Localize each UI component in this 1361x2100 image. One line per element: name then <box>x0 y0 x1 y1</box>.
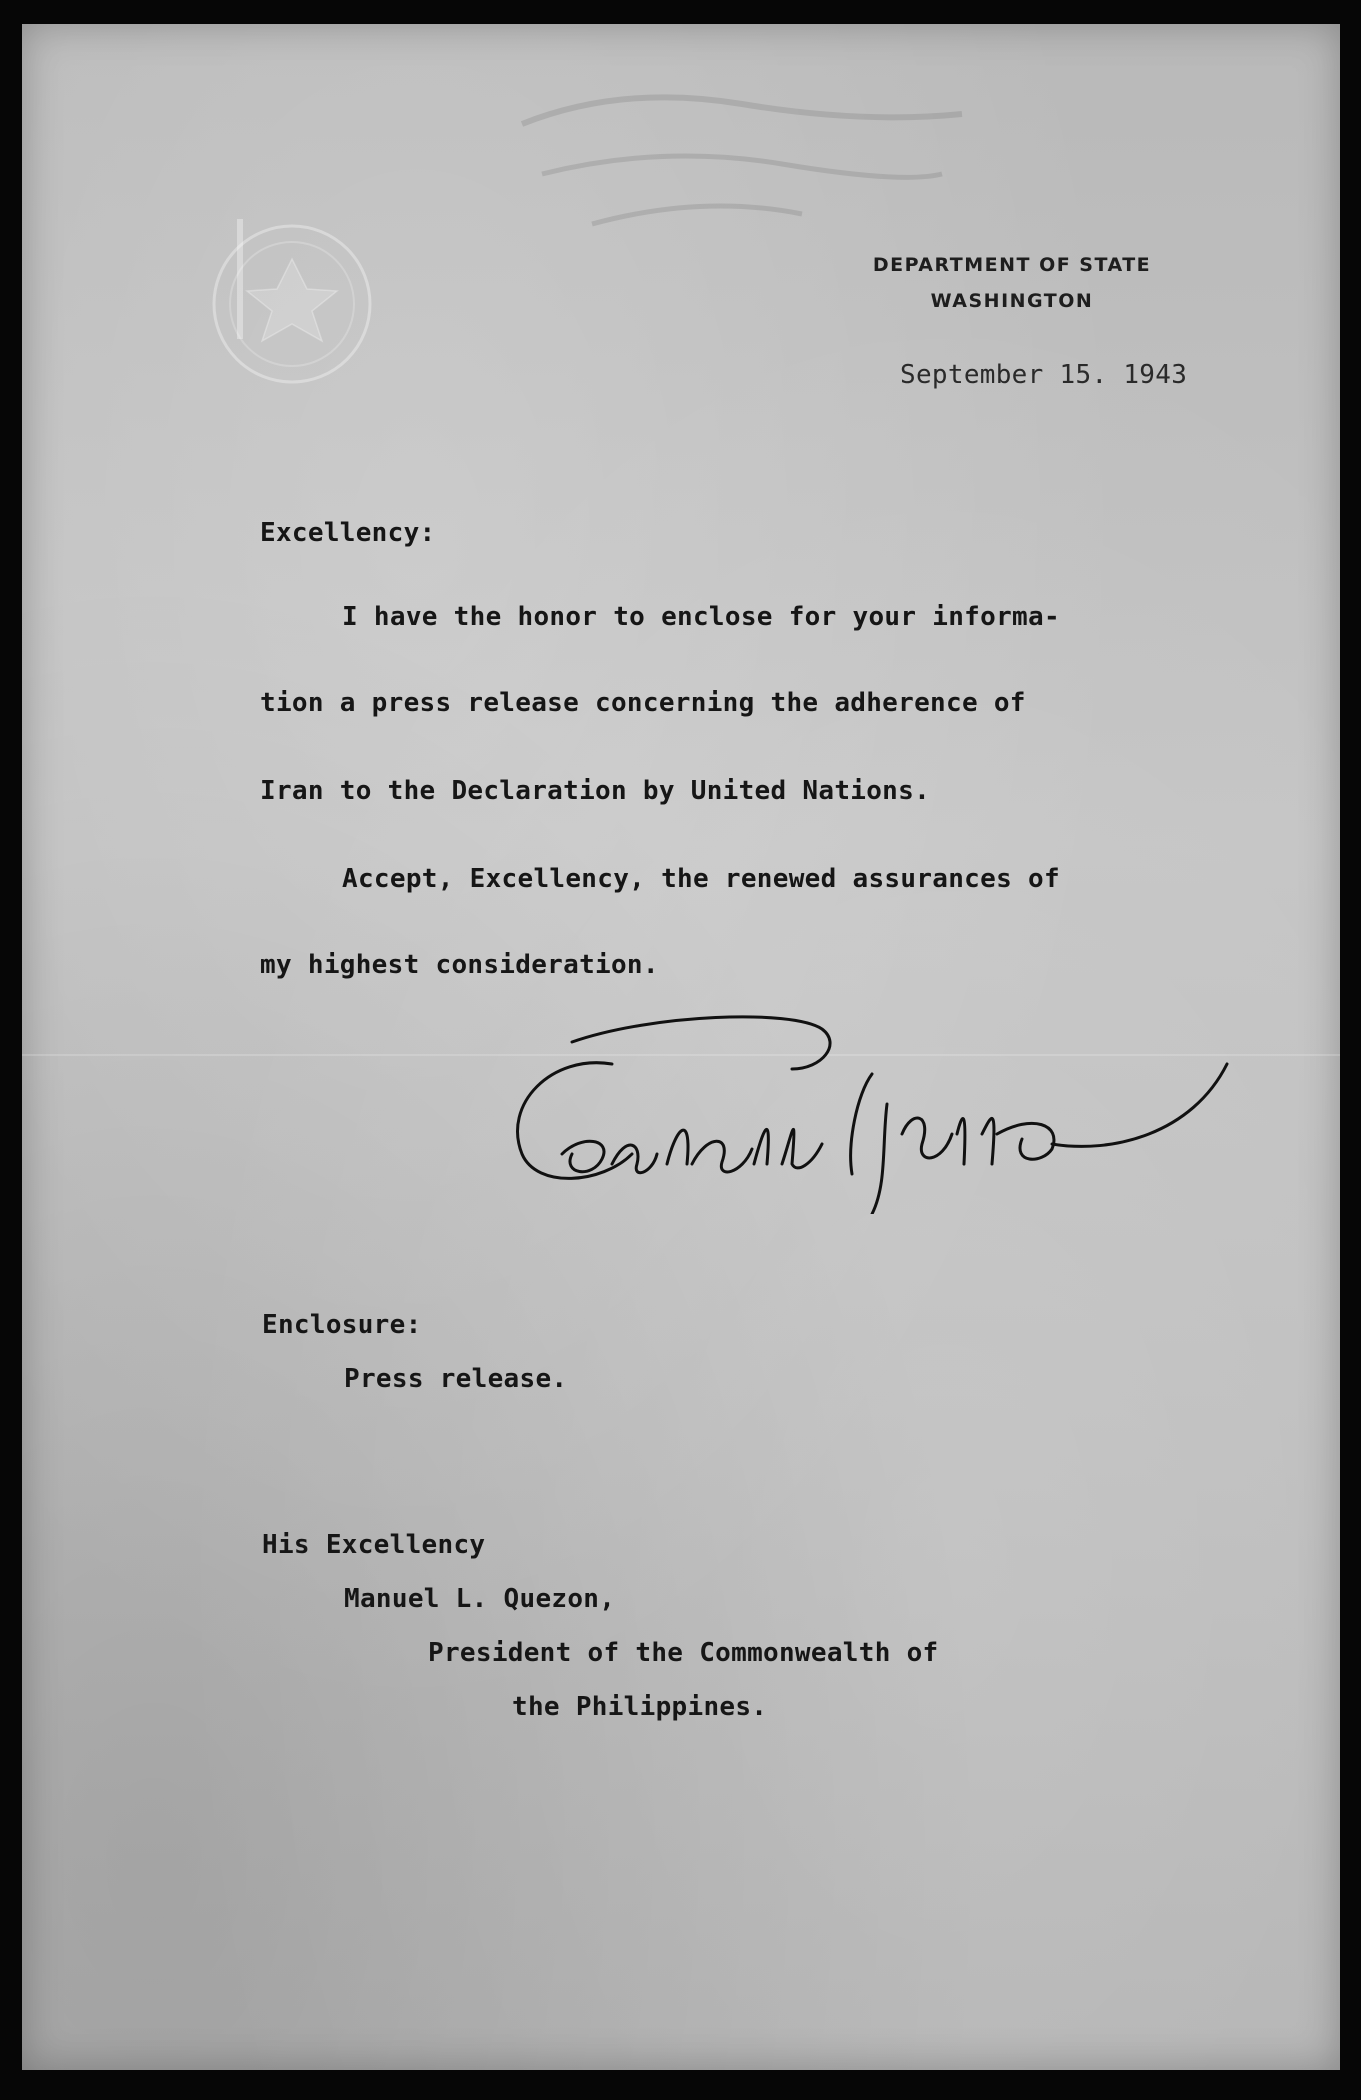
enclosure-label: Enclosure: <box>262 1310 422 1340</box>
department-seal-emboss <box>197 219 387 389</box>
letterhead-city: WASHINGTON <box>930 290 1094 312</box>
salutation: Excellency: <box>260 518 436 548</box>
addressee-line: Manuel L. Quezon, <box>344 1584 616 1614</box>
addressee-line: President of the Commonwealth of <box>428 1638 939 1668</box>
bleed-through-stamp <box>502 64 982 264</box>
letterhead-department: DEPARTMENT OF STATE <box>872 254 1152 276</box>
body-line: I have the honor to enclose for your informa- <box>342 602 1060 632</box>
handwritten-signature <box>492 1014 1252 1214</box>
body-line: tion a press release concerning the adherence of <box>260 688 1026 718</box>
addressee-line: the Philippines. <box>512 1692 768 1722</box>
letter-page <box>22 24 1340 2070</box>
body-line: my highest consideration. <box>260 950 659 980</box>
letter-date: September 15. 1943 <box>900 360 1188 390</box>
body-line: Iran to the Declaration by United Nations. <box>260 776 931 806</box>
enclosure-item: Press release. <box>344 1364 568 1394</box>
addressee-line: His Excellency <box>262 1530 486 1560</box>
body-line: Accept, Excellency, the renewed assurances of <box>342 864 1060 894</box>
